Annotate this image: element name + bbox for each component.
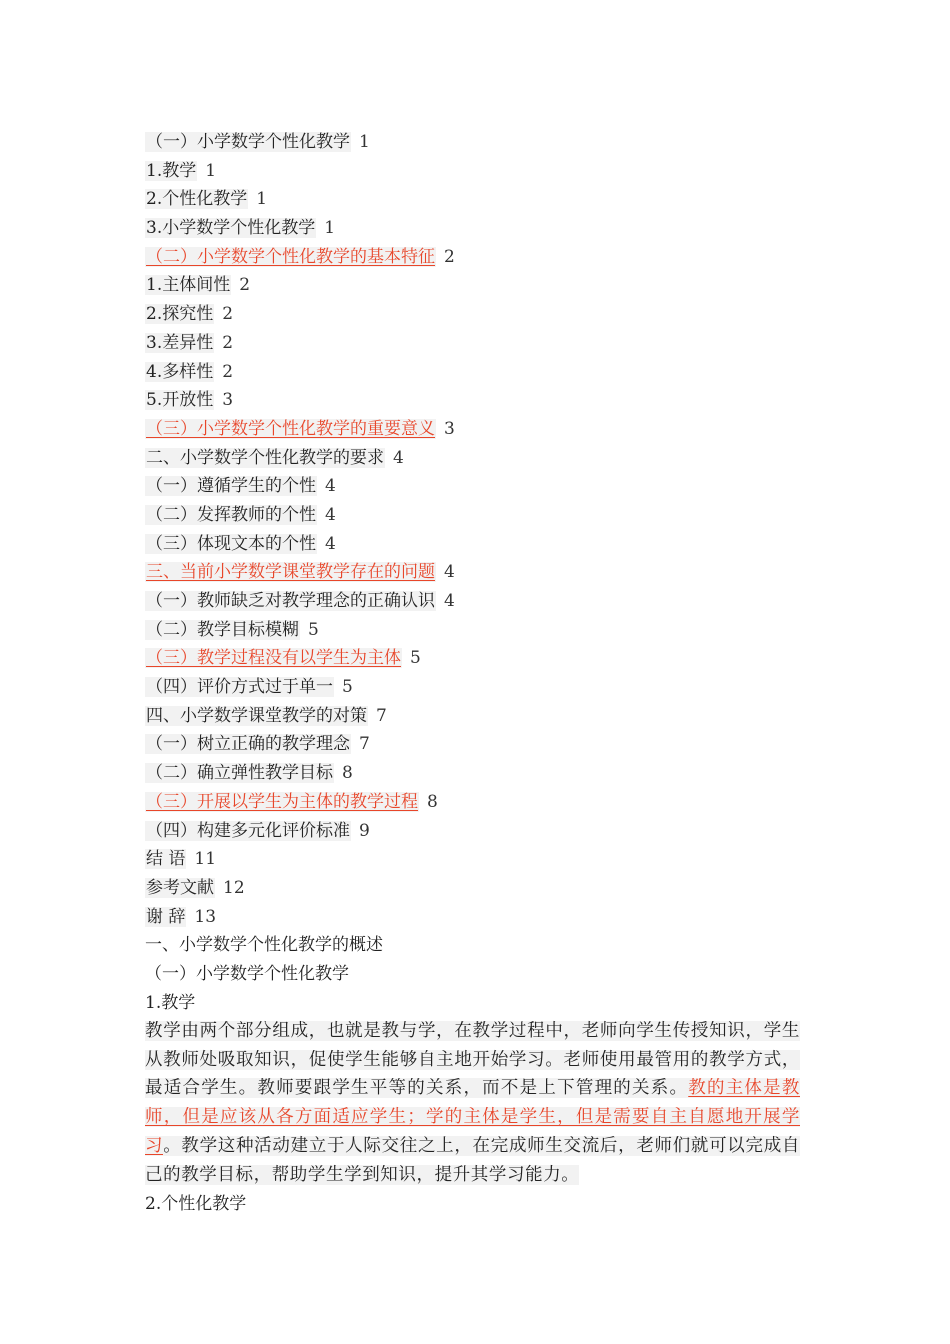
toc-entry-page: 12	[223, 877, 245, 898]
toc-entry	[145, 128, 805, 157]
toc-entry-page: 2	[444, 246, 455, 267]
toc-entry-page: 2	[222, 304, 234, 325]
toc-entry[interactable]	[145, 415, 805, 444]
toc-entry-page: 8	[342, 763, 353, 784]
toc-entry-title: 2.探究性	[146, 304, 214, 325]
paragraph-text: 。教学这种活动建立于人际交往之上，在完成师生交流后，老师们就可以完成自己的教学目标，帮助学生学到知识，提升其学习能力。	[145, 1135, 800, 1185]
toc-entry	[145, 300, 805, 329]
toc-entry-page: 9	[359, 820, 370, 841]
toc-entry	[145, 874, 805, 903]
toc-entry-page: 2	[222, 332, 234, 353]
toc-entry-page: 5	[342, 677, 353, 698]
toc-entry[interactable]	[145, 243, 805, 272]
toc-entry[interactable]	[145, 788, 805, 817]
toc-entry-title[interactable]: （三）教学过程没有以学生为主体	[146, 648, 401, 669]
toc-entry-title: 结 语	[146, 849, 186, 870]
toc-entry-title: 四、小学数学课堂教学的对策	[146, 705, 367, 726]
toc-entry-title: 2.个性化教学	[146, 189, 248, 210]
toc-entry	[145, 386, 805, 415]
heading-chapter1: 一、小学数学个性化教学的概述	[145, 935, 383, 956]
toc-entry-title: 3.小学数学个性化教学	[146, 218, 316, 239]
toc-entry-title: （二）教学目标模糊	[146, 619, 299, 640]
toc-entry	[145, 817, 805, 846]
toc-entry-page: 1	[256, 189, 268, 210]
toc-entry-title: 5.开放性	[146, 390, 214, 411]
toc-entry-title: 3.差异性	[146, 332, 214, 353]
toc-entry[interactable]	[145, 558, 805, 587]
toc-entry-title: 4.多样性	[146, 361, 214, 382]
toc-entry-page: 5	[410, 648, 421, 669]
toc-entry	[145, 845, 805, 874]
toc-entry-page: 11	[194, 849, 217, 870]
toc-entry-page: 4	[444, 591, 455, 611]
toc-entry-title: （二）发挥教师的个性	[146, 504, 316, 525]
toc-entry	[145, 185, 805, 214]
toc-entry	[145, 587, 805, 616]
toc-entry	[145, 759, 805, 788]
toc-entry-title: 1.主体间性	[146, 275, 231, 296]
toc-entry-title[interactable]: （二）小学数学个性化教学的基本特征	[146, 246, 435, 267]
toc-entry-page: 7	[376, 705, 387, 726]
toc-entry-title: 谢 辞	[146, 906, 186, 927]
toc-entry	[145, 616, 805, 645]
toc-entry-page: 4	[393, 447, 404, 468]
toc-entry-page: 3	[222, 390, 234, 411]
toc-entry-page: 1	[359, 132, 370, 152]
toc-entry-page: 8	[427, 791, 438, 812]
toc-entry	[145, 903, 805, 932]
toc-entry-title[interactable]: （三）小学数学个性化教学的重要意义	[146, 418, 435, 439]
toc-entry	[145, 271, 805, 300]
highlighted-link-text[interactable]: 教的主体是教师，但是应该从各方面适应学生；学的主体是学生，但是需要自主自愿地开展学习	[145, 1078, 800, 1156]
toc-entry	[145, 358, 805, 387]
toc-entry[interactable]	[145, 644, 805, 673]
toc-entry-page: 4	[325, 476, 336, 497]
toc-entry-page: 2	[239, 275, 251, 296]
toc-entry	[145, 157, 805, 186]
heading-sub1: 1.教学	[145, 992, 196, 1013]
toc-entry-title: （四）评价方式过于单一	[146, 677, 333, 698]
toc-entry-title[interactable]: （三）开展以学生为主体的教学过程	[146, 791, 418, 812]
toc-entry	[145, 702, 805, 731]
subheading-personalized-teaching: 2.个性化教学	[145, 1194, 247, 1214]
toc-entry-title: 二、小学数学个性化教学的要求	[146, 447, 384, 468]
toc-entry-page: 4	[325, 533, 336, 554]
toc-entry-page: 4	[325, 504, 336, 525]
toc-entry-title: （三）体现文本的个性	[146, 533, 316, 554]
toc-entry-page: 13	[194, 906, 217, 927]
toc-entry-page: 1	[205, 160, 217, 181]
paragraph-text: 教学由两个部分组成，也就是教与学，在教学过程中，老师向学生传授知识，学生从教师处吸取知识，促使学生能够自主地开始学习。老师使用最管用的教学方式，最适合学生。教师要跟学生平等的关系，而不是上下管理的关系。	[145, 1021, 800, 1099]
toc-entry	[145, 214, 805, 243]
toc-entry-title: （一）树立正确的教学理念	[146, 734, 350, 755]
toc-entry	[145, 329, 805, 358]
toc-entry-page: 7	[359, 734, 370, 755]
toc-entry-page: 2	[222, 361, 234, 382]
toc-entry-title: （一）小学数学个性化教学	[146, 132, 350, 152]
toc-entry	[145, 673, 805, 702]
toc-entry-title: 1.教学	[146, 160, 197, 181]
toc-entry	[145, 530, 805, 559]
toc-entry-title: （四）构建多元化评价标准	[146, 820, 350, 841]
toc-entry-page: 1	[324, 218, 336, 239]
toc-entry-title: （一）遵循学生的个性	[146, 476, 316, 497]
table-of-contents	[145, 128, 805, 1017]
toc-entry	[145, 501, 805, 530]
toc-entry	[145, 472, 805, 501]
toc-entry	[145, 730, 805, 759]
toc-entry-title: 参考文献	[146, 877, 214, 898]
toc-entry-title: （一）教师缺乏对教学理念的正确认识	[146, 591, 435, 611]
toc-entry-title: （二）确立弹性教学目标	[146, 763, 333, 784]
body-paragraph	[145, 1017, 800, 1189]
toc-entry-title[interactable]: 三、当前小学数学课堂教学存在的问题	[146, 562, 435, 583]
heading-section1: （一）小学数学个性化教学	[145, 963, 349, 984]
toc-entry-page: 3	[444, 418, 455, 439]
toc-entry-page: 5	[308, 619, 319, 640]
toc-entry	[145, 444, 805, 473]
toc-entry-page: 4	[444, 562, 455, 583]
